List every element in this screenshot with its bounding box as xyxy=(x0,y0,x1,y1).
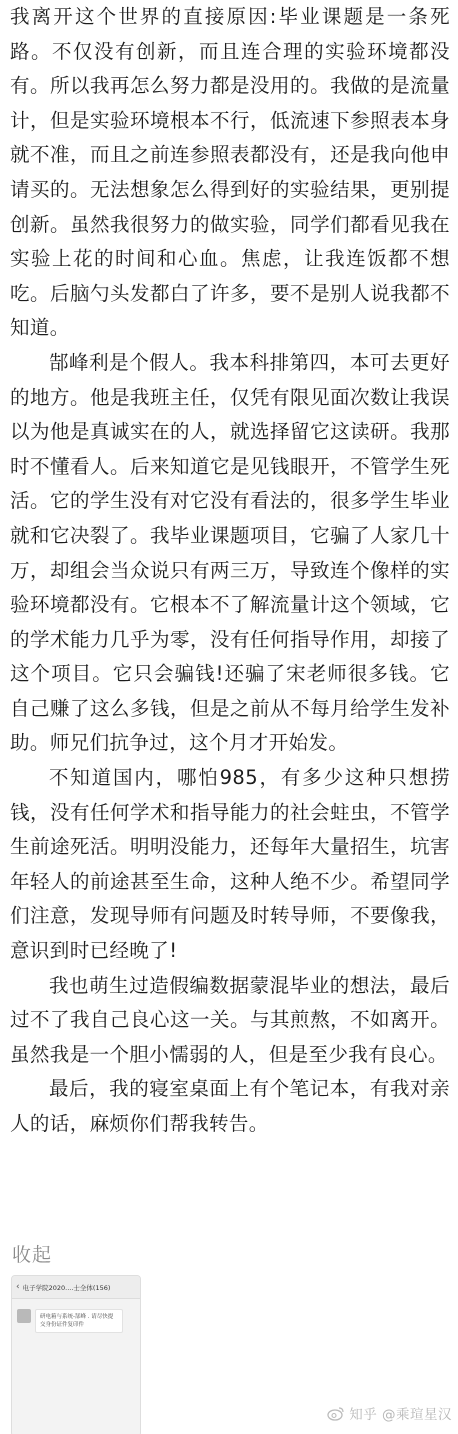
chat-message xyxy=(12,1299,140,1343)
paragraph-3: 不知道国内，哪怕985，有多少这种只想捞钱，没有任何学术和指导能力的社会蛀虫，不管学生前途死活。明明没能力，还每年大量招生，坑害年轻人的前途甚至生命，这种人绝不少。希望同学们注意，发现导师有问题及时转导师，不要像我，意识到时已经晚了! xyxy=(10,766,450,963)
chat-title: 电子学院2020....士全体(156) xyxy=(22,1283,111,1292)
chat-header xyxy=(12,1276,140,1299)
message-bubble: 研电箱与系统-郜峰 . 请尽快提交身份证件复印件 xyxy=(35,1309,123,1333)
paragraph-2: 郜峰利是个假人。我本科排第四，本可去更好的地方。他是我班主任，仅凭有限见面次数让我误以为他是真诚实在的人，就选择留它这读研。我那时不懂看人。后来知道它是见钱眼开，不管学生死活。它的学生没有对它没有看法的，很多学生毕业就和它决裂了。我毕业课题项目，它骗了人家几十万，却组会当众说只有两三万，导致连个像样的实验环境都没有。它根本不了解流量计这个领域，它的学术能力几乎为零，没有任何指导作用，却接了这个项目。它只会骗钱!还骗了宋老师很多钱。它自己赚了这么多钱，但是之前从不每月给学生发补助。师兄们抗争过，这个月才开始发。 xyxy=(10,350,450,755)
back-arrow-icon: ‹ xyxy=(16,1282,20,1292)
paragraph-4: 我也萌生过造假编数据蒙混毕业的想法，最后过不了我自己良心这一关。与其煎熬，不如离开。虽然我是一个胆小懦弱的人，但是至少我有良心。 xyxy=(10,973,450,1066)
post-body xyxy=(10,0,450,1142)
watermark xyxy=(327,1403,452,1423)
avatar xyxy=(17,1309,31,1323)
watermark-text: 知乎 @乘瑄星汉 xyxy=(349,1407,452,1423)
weibo-icon xyxy=(327,1406,345,1421)
chat-screenshot-thumbnail[interactable] xyxy=(11,1275,141,1434)
paragraph-1: 我离开这个世界的直接原因:毕业课题是一条死路。不仅没有创新，而且连合理的实验环境都没有。所以我再怎么努力都是没用的。我做的是流量计，但是实验环境根本不行，低流速下参照表本身就不准，而且之前连参照表都没有，还是我向他申请买的。无法想象怎么得到好的实验结果，更别提创新。虽然我很努力的做实验，同学们都看见我在实验上花的时间和心血。焦虑，让我连饭都不想吃。后脑勺头发都白了许多，要不是别人说我都不知道。 xyxy=(10,5,450,340)
paragraph-5: 最后，我的寝室桌面上有个笔记本，有我对亲人的话，麻烦你们帮我转告。 xyxy=(10,1077,450,1135)
collapse-button[interactable]: 收起 xyxy=(12,1244,53,1266)
